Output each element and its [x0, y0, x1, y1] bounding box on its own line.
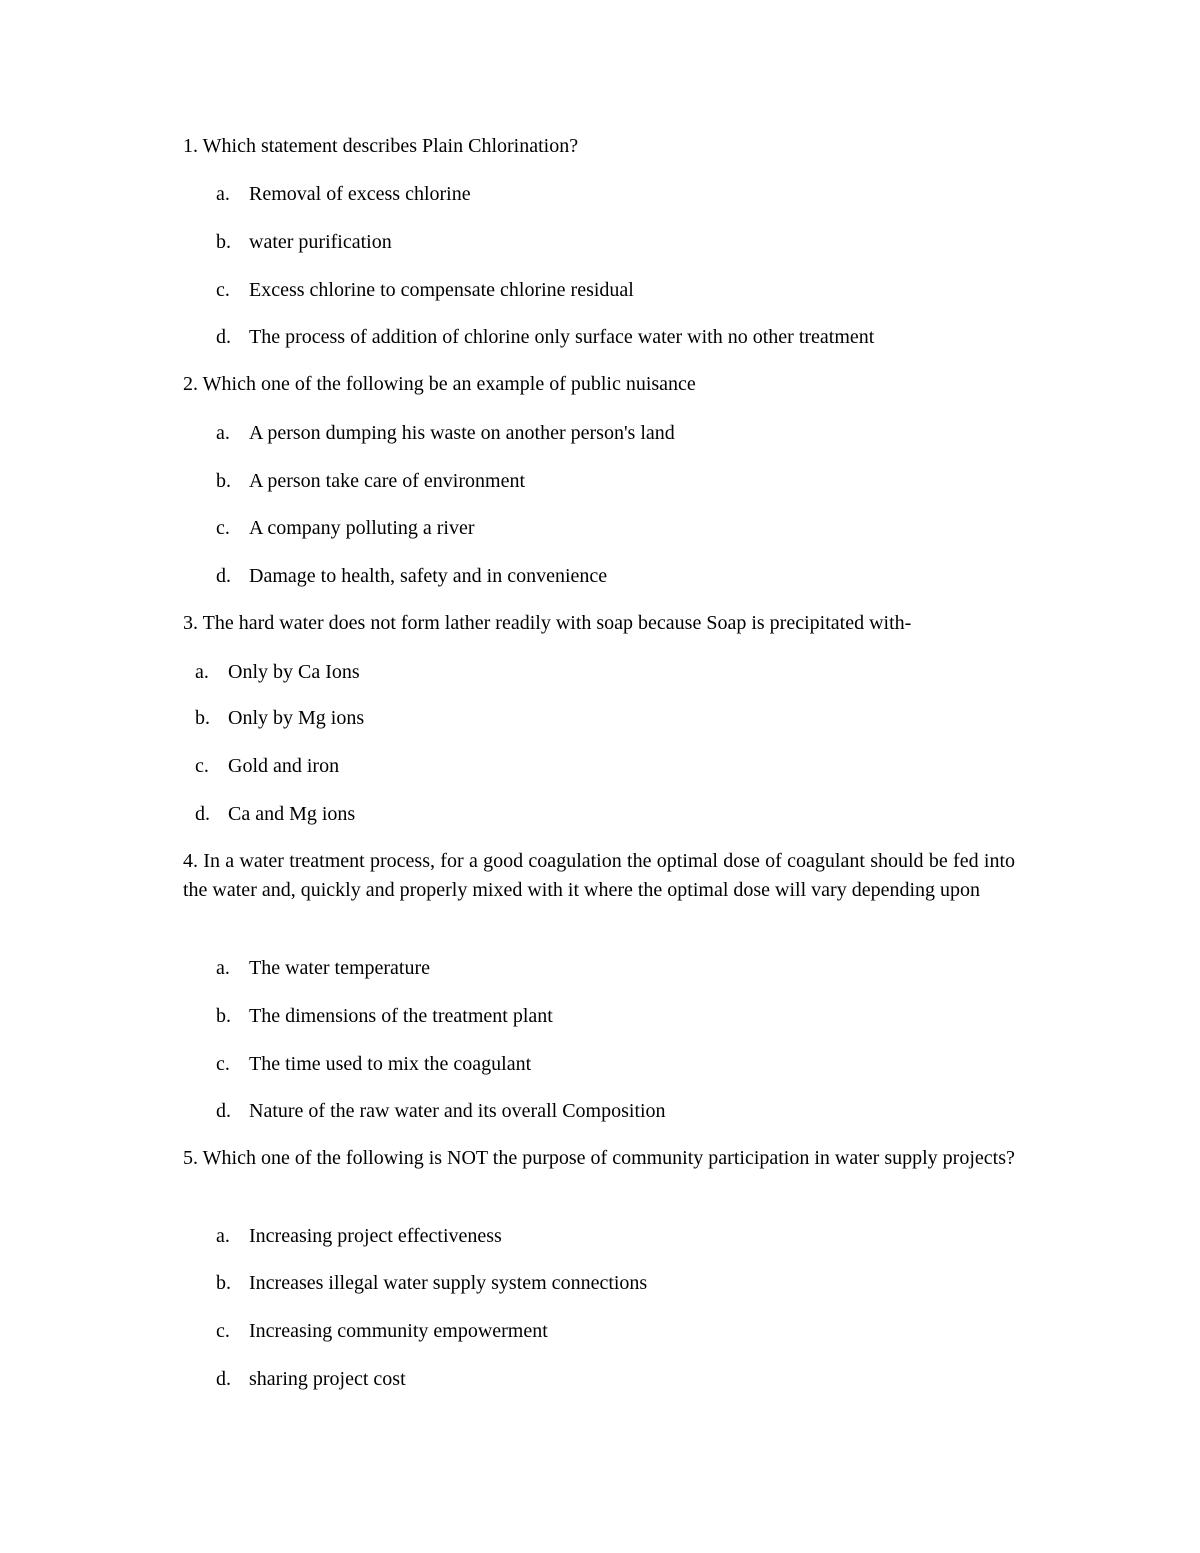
option-text: Nature of the raw water and its overall Composition: [249, 1100, 666, 1122]
option-letter: c.: [216, 517, 230, 539]
option-text: The time used to mix the coagulant: [249, 1053, 532, 1075]
option-letter: a.: [195, 661, 209, 683]
option-text: Gold and iron: [228, 755, 340, 777]
option-text: A person dumping his waste on another person's land: [249, 422, 675, 444]
option-letter: c.: [216, 279, 230, 301]
option-letter: a.: [216, 1225, 230, 1247]
option-letter: b.: [216, 1005, 231, 1027]
option-text: The process of addition of chlorine only surface water with no other treatment: [249, 326, 875, 348]
option-letter: d.: [216, 1368, 231, 1390]
option-text: Increases illegal water supply system connections: [249, 1272, 648, 1294]
option-text: sharing project cost: [249, 1368, 406, 1390]
option-letter: c.: [216, 1320, 230, 1342]
option-text: The water temperature: [249, 957, 431, 979]
question-1: 1. Which statement describes Plain Chlorination?: [183, 135, 579, 157]
option-letter: c.: [195, 755, 209, 777]
option-text: Removal of excess chlorine: [249, 183, 471, 205]
option-letter: d.: [195, 803, 210, 825]
option-letter: b.: [216, 231, 231, 253]
option-text: Damage to health, safety and in convenience: [249, 565, 608, 587]
question-3: 3. The hard water does not form lather readily with soap because Soap is precipitated with-: [183, 612, 912, 634]
option-letter: b.: [195, 707, 210, 729]
option-letter: a.: [216, 422, 230, 444]
option-letter: a.: [216, 957, 230, 979]
option-letter: c.: [216, 1053, 230, 1075]
option-text: A company polluting a river: [249, 517, 475, 539]
option-text: Ca and Mg ions: [228, 803, 356, 825]
option-text: Only by Ca Ions: [228, 661, 360, 683]
option-text: Only by Mg ions: [228, 707, 365, 729]
question-5: 5. Which one of the following is NOT the purpose of community participation in water supply projects?: [183, 1147, 1015, 1169]
question-2: 2. Which one of the following be an example of public nuisance: [183, 373, 696, 395]
option-letter: d.: [216, 326, 231, 348]
option-text: Increasing project effectiveness: [249, 1225, 502, 1247]
option-text: water purification: [249, 231, 392, 253]
option-letter: d.: [216, 1100, 231, 1122]
question-4: 4. In a water treatment process, for a good coagulation the optimal dose of coagulant should be fed into the water and, quickly and properly mixed with it where the optimal dose will vary depending upon: [183, 850, 1015, 901]
option-letter: b.: [216, 1272, 231, 1294]
option-text: The dimensions of the treatment plant: [249, 1005, 553, 1027]
option-text: A person take care of environment: [249, 470, 526, 492]
option-text: Excess chlorine to compensate chlorine residual: [249, 279, 634, 301]
option-letter: b.: [216, 470, 231, 492]
option-letter: a.: [216, 183, 230, 205]
option-letter: d.: [216, 565, 231, 587]
option-text: Increasing community empowerment: [249, 1320, 548, 1342]
